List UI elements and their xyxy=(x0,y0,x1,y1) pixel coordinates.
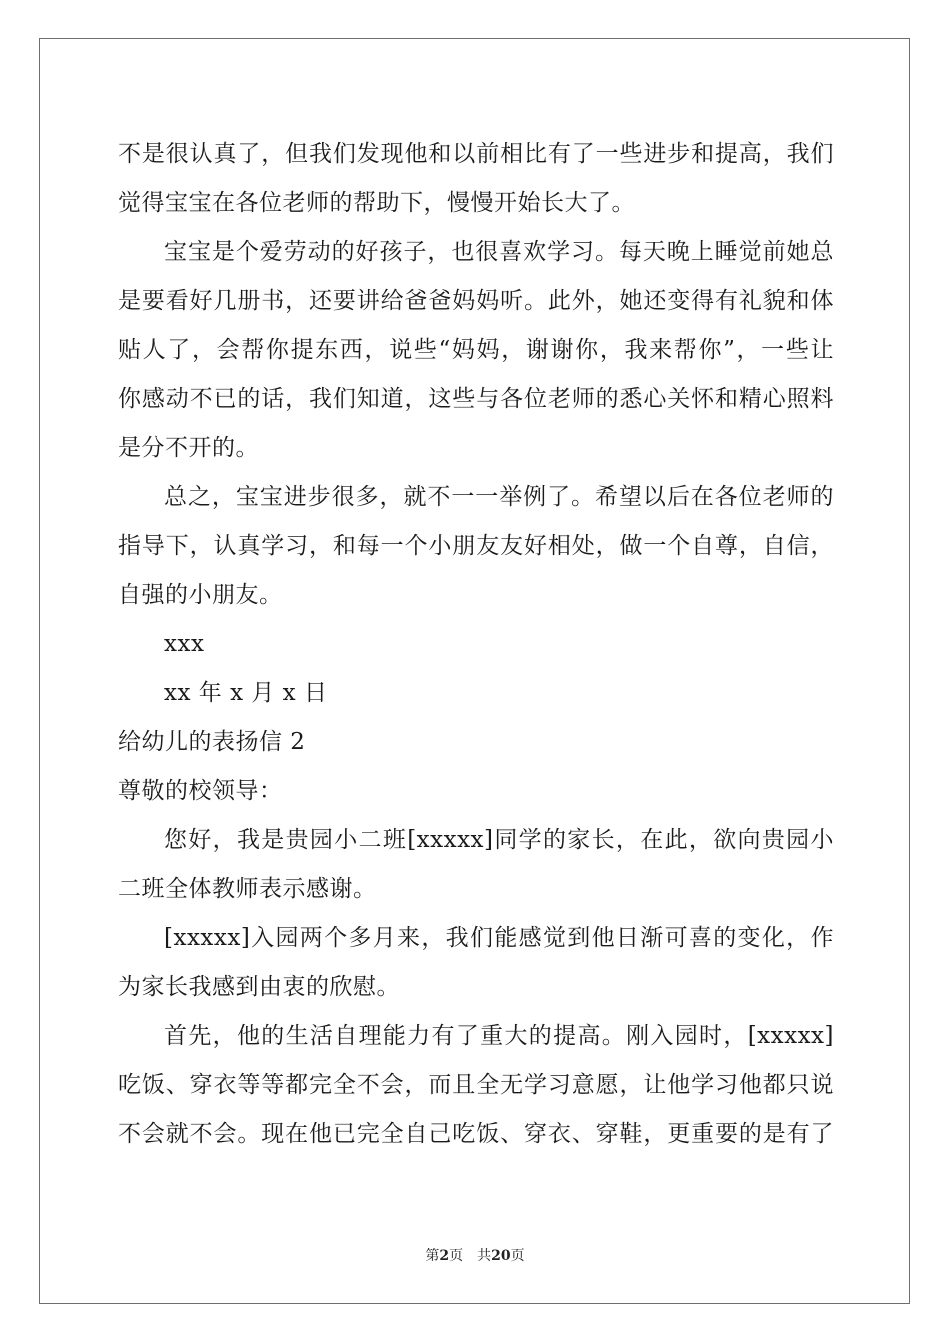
text-line: 是分不开的。 xyxy=(118,435,259,461)
text-line: 首先，他的生活自理能力有了重大的提高。刚入园时，[xxxxx] xyxy=(164,1023,834,1049)
text-line: 给幼儿的表扬信 2 xyxy=(118,729,306,755)
text-line: 您好，我是贵园小二班[xxxxx]同学的家长，在此，欲向贵园小 xyxy=(164,827,834,853)
text-line: 你感动不已的话，我们知道，这些与各位老师的悉心关怀和精心照料 xyxy=(118,386,834,412)
document-body xyxy=(118,130,834,1159)
page-label-prefix: 第 xyxy=(425,1248,440,1264)
text-line: [xxxxx]入园两个多月来，我们能感觉到他日渐可喜的变化，作 xyxy=(164,925,834,951)
text-line: 觉得宝宝在各位老师的帮助下，慢慢开始长大了。 xyxy=(118,190,635,216)
text-line: 总之，宝宝进步很多，就不一一举例了。希望以后在各位老师的 xyxy=(164,484,834,510)
text-line: 为家长我感到由衷的欣慰。 xyxy=(118,974,400,1000)
text-line: 二班全体教师表示感谢。 xyxy=(118,876,377,902)
page-footer xyxy=(0,1245,950,1265)
text-line: 不会就不会。现在他已完全自己吃饭、穿衣、穿鞋，更重要的是有了 xyxy=(118,1121,834,1147)
page-number: 2 xyxy=(439,1248,450,1264)
text-line: 尊敬的校领导： xyxy=(118,778,283,804)
text-line: 自强的小朋友。 xyxy=(118,582,283,608)
text-line: 不是很认真了，但我们发现他和以前相比有了一些进步和提高，我们 xyxy=(118,141,834,167)
text-line: 贴人了，会帮你提东西，说些“妈妈，谢谢你，我来帮你”，一些让 xyxy=(118,337,834,363)
total-label-suffix: 页 xyxy=(510,1248,525,1264)
text-line: 指导下，认真学习，和每一个小朋友友好相处，做一个自尊，自信， xyxy=(118,533,834,559)
text-line: 宝宝是个爱劳动的好孩子，也很喜欢学习。每天晚上睡觉前她总 xyxy=(164,239,834,265)
text-line: xx 年 x 月 x 日 xyxy=(164,680,328,706)
page-label-suffix: 页 xyxy=(449,1248,464,1264)
text-line: 是要看好几册书，还要讲给爸爸妈妈听。此外，她还变得有礼貌和体 xyxy=(118,288,834,314)
text-line: xxx xyxy=(164,631,205,657)
text-line: 吃饭、穿衣等等都完全不会，而且全无学习意愿，让他学习他都只说 xyxy=(118,1072,834,1098)
total-pages: 20 xyxy=(491,1248,511,1264)
total-label-prefix: 共 xyxy=(477,1248,492,1264)
